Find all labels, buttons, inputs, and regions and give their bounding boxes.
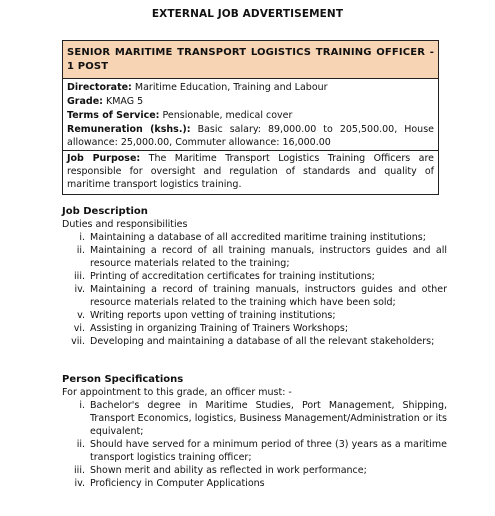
duty-item — [62, 335, 447, 348]
job-purpose-value: The Maritime Transport Logistics Training Officers are responsible for oversight and regulation of standards and quality of maritime transport logistics training. — [67, 153, 435, 190]
duty-item — [62, 309, 447, 322]
job-description-section — [62, 205, 447, 348]
grade-row — [67, 95, 434, 108]
post-details-box — [62, 40, 439, 195]
person-specifications-heading: Person Specifications — [62, 374, 184, 385]
directorate-row — [67, 81, 434, 94]
list-item-text: Maintaining a record of training manuals, instructors guides and other resource materials related to the training which have been sold; — [90, 284, 447, 308]
list-item-number: i. — [79, 400, 85, 411]
list-item-number: vii. — [71, 336, 85, 347]
duty-item — [62, 283, 447, 309]
page-title: EXTERNAL JOB ADVERTISEMENT — [151, 8, 344, 20]
job-purpose-row — [63, 150, 438, 193]
duty-item — [62, 244, 447, 270]
list-item-text: Should have served for a minimum period of three (3) years as a maritime transport logistics training officer; — [90, 439, 447, 463]
list-item-number: iv. — [74, 478, 85, 489]
list-item-number: i. — [79, 232, 85, 243]
list-item-text: Maintaining a database of all accredited maritime training institutions; — [90, 232, 426, 243]
directorate-value: Maritime Education, Training and Labour — [134, 82, 328, 93]
requirement-item — [62, 399, 447, 438]
list-item-number: vi. — [73, 323, 85, 334]
duties-list — [62, 231, 447, 348]
grade-value: KMAG 5 — [105, 96, 144, 107]
requirements-subheading: For appointment to this grade, an officer must: - — [62, 387, 292, 398]
duty-item — [62, 322, 447, 335]
duties-subheading: Duties and responsibilities — [62, 219, 188, 230]
list-item-text: Assisting in organizing Training of Trainers Workshops; — [90, 323, 349, 334]
requirement-item — [62, 464, 447, 477]
duty-item — [62, 231, 447, 244]
list-item-number: ii. — [76, 439, 85, 450]
remuneration-row — [67, 123, 434, 149]
remuneration-label: Remuneration (kshs.): — [67, 124, 191, 135]
remuneration-value: Basic salary: 89,000.00 to 205,500.00, House allowance: 25,000.00, Commuter allowance: 16,000.00 — [67, 124, 434, 148]
list-item-number: iii. — [74, 465, 85, 476]
list-item-text: Maintaining a record of all training manuals, instructors guides and all resource materials related to the training; — [90, 245, 447, 269]
terms-value: Pensionable, medical cover — [162, 110, 293, 121]
post-details-body — [63, 79, 438, 194]
list-item-text: Proficiency in Computer Applications — [90, 478, 265, 489]
list-item-text: Writing reports upon vetting of training institutions; — [90, 310, 336, 321]
job-description-heading: Job Description — [62, 206, 148, 217]
terms-row — [67, 109, 434, 122]
duty-item — [62, 270, 447, 283]
list-item-text: Bachelor's degree in Maritime Studies, Port Management, Shipping, Transport Economics, logistics, Business Management/Administration or its equivalent; — [90, 400, 447, 437]
person-specifications-section — [62, 373, 447, 490]
list-item-number: ii. — [76, 245, 85, 256]
list-item-number: v. — [77, 310, 85, 321]
list-item-number: iii. — [74, 271, 85, 282]
grade-label: Grade: — [67, 96, 103, 107]
post-title: SENIOR MARITIME TRANSPORT LOGISTICS TRAINING OFFICER - 1 POST — [63, 41, 438, 79]
requirement-item — [62, 477, 447, 490]
job-purpose-label: Job Purpose: — [67, 153, 141, 164]
requirements-list — [62, 399, 447, 490]
terms-label: Terms of Service: — [67, 110, 160, 121]
list-item-text: Developing and maintaining a database of all the relevant stakeholders; — [90, 336, 435, 347]
requirement-item — [62, 438, 447, 464]
list-item-text: Shown merit and ability as reflected in work performance; — [90, 465, 367, 476]
directorate-label: Directorate: — [67, 82, 132, 93]
list-item-text: Printing of accreditation certificates for training institutions; — [90, 271, 375, 282]
list-item-number: iv. — [74, 284, 85, 295]
